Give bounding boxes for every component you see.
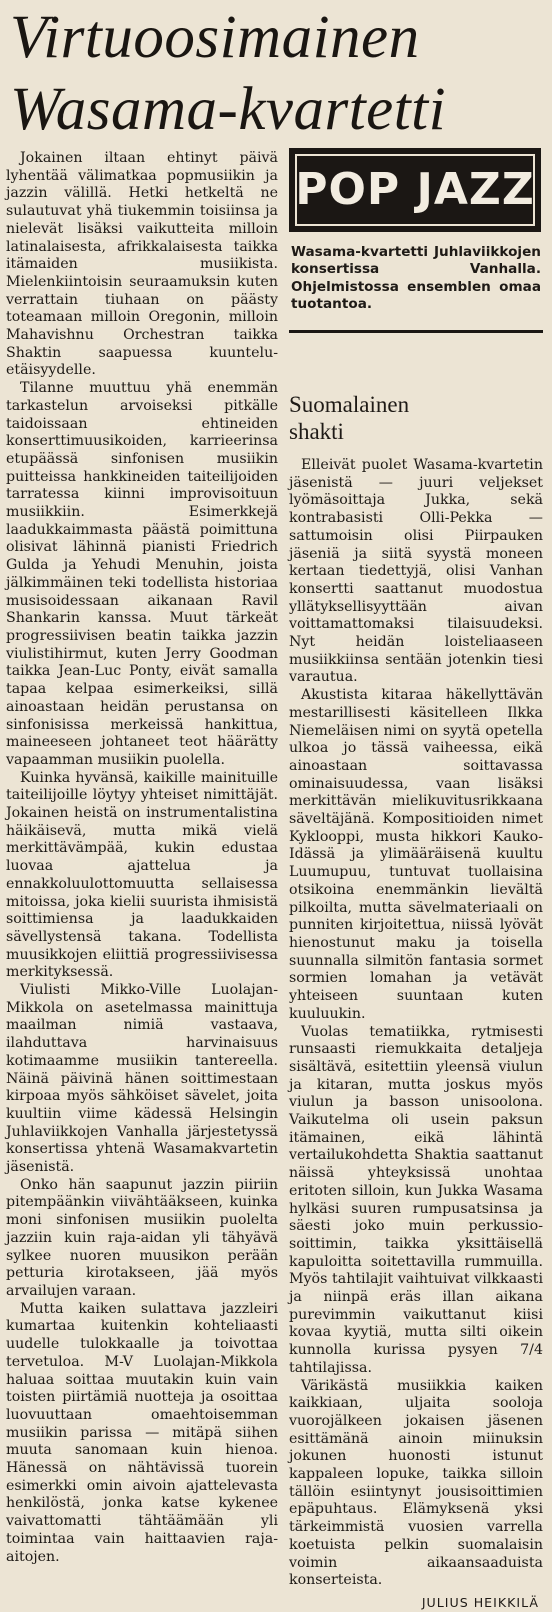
paragraph: Värikästä musiikkia kaiken kaikkiaan, uljaita sooloja vuorojälkeen jokaisen jäsenen esittämänä ainoin miinuksin jokunen huonosti istunut kappaleen lopuke, taikka silloin tällöin esiintynyt jousisoittimien epäpuhtaus. Elämyksenä yksi tärkeimmistä vuosien varrella koetuista pelkin suomalaisin voimin aikaansaaduista konserteista.: [289, 1377, 543, 1589]
paragraph: Viulisti Mikko-Ville Luolajan-Mikkola on asetelmassa mainittuja maailman nimiä vastaava, ilahduttava harvinaisuus kotimaamme musiikin tantereella. Näinä päivinä hänen soittimestaan kirpoaa myös sähköiset sävelet, joita kuultiin viime kädessä Helsingin Juhlaviikkojen Vanhalla järjestetyssä konsertissa yhtenä Wasamakvartetin jäsenistä.: [6, 982, 278, 1176]
paragraph: Mutta kaiken sulattava jazzleiri kumartaa kuitenkin kohteliaasti uudelle tulokkaalle ja toivottaa tervetuloa. M-V Luolajan-Mikkola haluaa soittaa muutakin kuin vain toisten piirtämiä nuotteja ja osoittaa luovuuttaan omaehtoisemman musiikin parissa — mitäpä siihen muuta sanomaan kuin hienoa. Hänessä on nähtävissä tuorein esimerkki omin aivoin ajattelevasta henkilöstä, jonka katse kykenee vaivattomatti tähtäämään yli toimintaa vain haittaavien raja-aitojen.: [6, 1300, 278, 1565]
paragraph: Vuolas tematiikka, rytmisesti runsaasti riemukkaita detaljeja sisältävä, esitettiin yleensä viulun ja kitaran, mutta joskus myös viulun ja basson unisoolona. Vaikutelma oli usein paksun itämainen, eikä lähintä vertailukohdetta Shaktia saattanut näissä yhteyksissä unohtaa eritoten silloin, kun Jukka Wasama hylkäsi suuren rumpusatsinsa ja säesti joko muin perkussio-soittimin, taikka yksittäisellä kapuloitta soitettavilla rummuilla. Myös tahtilajit vaihtuivat vilkkaasti ja niinpä eräs illan aikana purevimmin vaikuttanut kiisi kovaa kyytiä, mutta silti oikein kunnolla kurissa pysyen 7/4 tahtilajissa.: [289, 1023, 543, 1376]
pop-jazz-logo: [289, 148, 541, 232]
headline-line-2: Wasama-kvartetti: [10, 76, 447, 143]
logo-text: POP JAZZ: [295, 164, 535, 216]
headline-line-1: Virtuoosimainen: [10, 4, 420, 71]
paragraph: Kuinka hyvänsä, kaikille mainituille taiteilijoille löytyy yhteiset nimittäjät. Jokainen heistä on instrumentalistina häikäisevä, mutta mikä vielä merkittävämpää, kukin edustaa luovaa ajattelua ja ennakkoluulottomuutta sellaisessa mitoissa, joka kielii suurista ihmisistä soittimiensa ja laadukkaiden sävellystensä takana. Todellista muusikkojen eliittiä progressiivisessa merkityksessä.: [6, 769, 278, 981]
subheading: [289, 391, 543, 445]
right-column-top: [289, 148, 543, 337]
lead-text: Wasama-kvartetti Juhlaviikkojen konsertissa Vanhalla. Ohjelmistossa ensemblen omaa tuotantoa.: [291, 244, 541, 313]
byline: JULIUS HEIKKILÄ: [421, 1595, 539, 1610]
paragraph: Onko hän saapunut jazzin piiriin pitempäänkin viivähtääkseen, kuinka moni sinfonisen musiikin puolelta jazziin kuin raja-aidan yli tähyävä sylkee nuoren muusikon perään petturia kirotakseen, jää myös arvailujen varaan.: [6, 1176, 278, 1299]
right-body: [289, 457, 543, 1590]
left-column: [6, 150, 278, 1566]
headline: [10, 2, 550, 146]
divider: [289, 330, 543, 333]
paragraph: Jokainen iltaan ehtinyt päivä lyhentää välimatkaa popmusiikin ja jazzin välillä. Hetki hetkeltä ne sulautuvat yhä tiukemmin toisiinsa ja nielevät lisäksi vaikutteita milloin latinalaisesta, afrikkalaisesta taikka itämaiden musiikista. Mielenkiintoisin seuraamuksin kuten verrattain tiuhaan on päästy toteamaan milloin Oregonin, milloin Mahavishnu Orchestran taikka Shaktin saapuessa kuuntelu-etäisyydelle.: [6, 150, 278, 379]
paragraph: Tilanne muuttuu yhä enemmän tarkastelun arvoiseksi pitkälle taidoissaan ehtineiden konserttimuusikoiden, karrieerinsa etupäässä sinfonisen musiikin puitteissa hankkineiden taiteilijoiden tarratessa kiinni improvisoituun musiikkiin. Esimerkkejä laadukkaimmasta päästä poimittuna olisivat lähinnä pianisti Friedrich Gulda ja Yehudi Menuhin, joista jälkimmäinen teki todellista historiaa musisoidessaan aikanaan Ravil Shankarin kanssa. Muut tärkeät progressiivisen beatin taikka jazzin viulistihirmut, kuten Jerry Goodman taikka Jean-Luc Ponty, eivät samalla tapaa kelpaa esimerkeiksi, sillä ainoastaan heidän perustansa on sinfonisissa merkeissä hankittua, maineeseen johtaneet teot häärätty vapaamman musiikin puolella.: [6, 380, 278, 768]
paragraph: Elleivät puolet Wasama-kvartetin jäsenistä — juuri veljekset lyömäsoittaja Jukka, sekä kontrabasisti Olli-Pekka — sattumoisin olisi Piirpauken jäseniä ja siitä syystä moneen kertaan tiedettyjä, olisi Vanhan konsertti saattanut muodostua yllätyksellisyyttään aivan voittamattomaksi tilaisuudeksi. Nyt heidän loisteliaaseen musiikkiinsa sentään jotenkin tiesi varautua.: [289, 457, 543, 686]
right-column: [289, 377, 543, 1612]
paragraph: Akustista kitaraa häkellyttävän mestarillisesti käsitelleen Ilkka Niemeläisen nimi on syytä opetella ulkoa jo tässä vaiheessa, eikä ainoastaan soittavassa ominaisuudessa, vaan lisäksi merkittävän mielikuvitusrikkaana säveltäjänä. Kompositioiden nimet Kyklooppi, musta hikkori Kauko-Idässä ja ylimääräisenä kuultu Luumupuu, tuntuvat tuollaisina otsikoina enemmänkin lievältä pilkoilta, mutta sävelmateriaali on punniten kirjoitettua, niissä lyövät hienostunut maku ja toisella suunnalla silmitön fantasia sormet sormien lomahan ja vetävät yhteiseen suuntaan kuten kuuluukin.: [289, 687, 543, 1022]
subheading-line-1: Suomalainen: [289, 392, 410, 417]
subheading-line-2: shakti: [289, 419, 344, 444]
